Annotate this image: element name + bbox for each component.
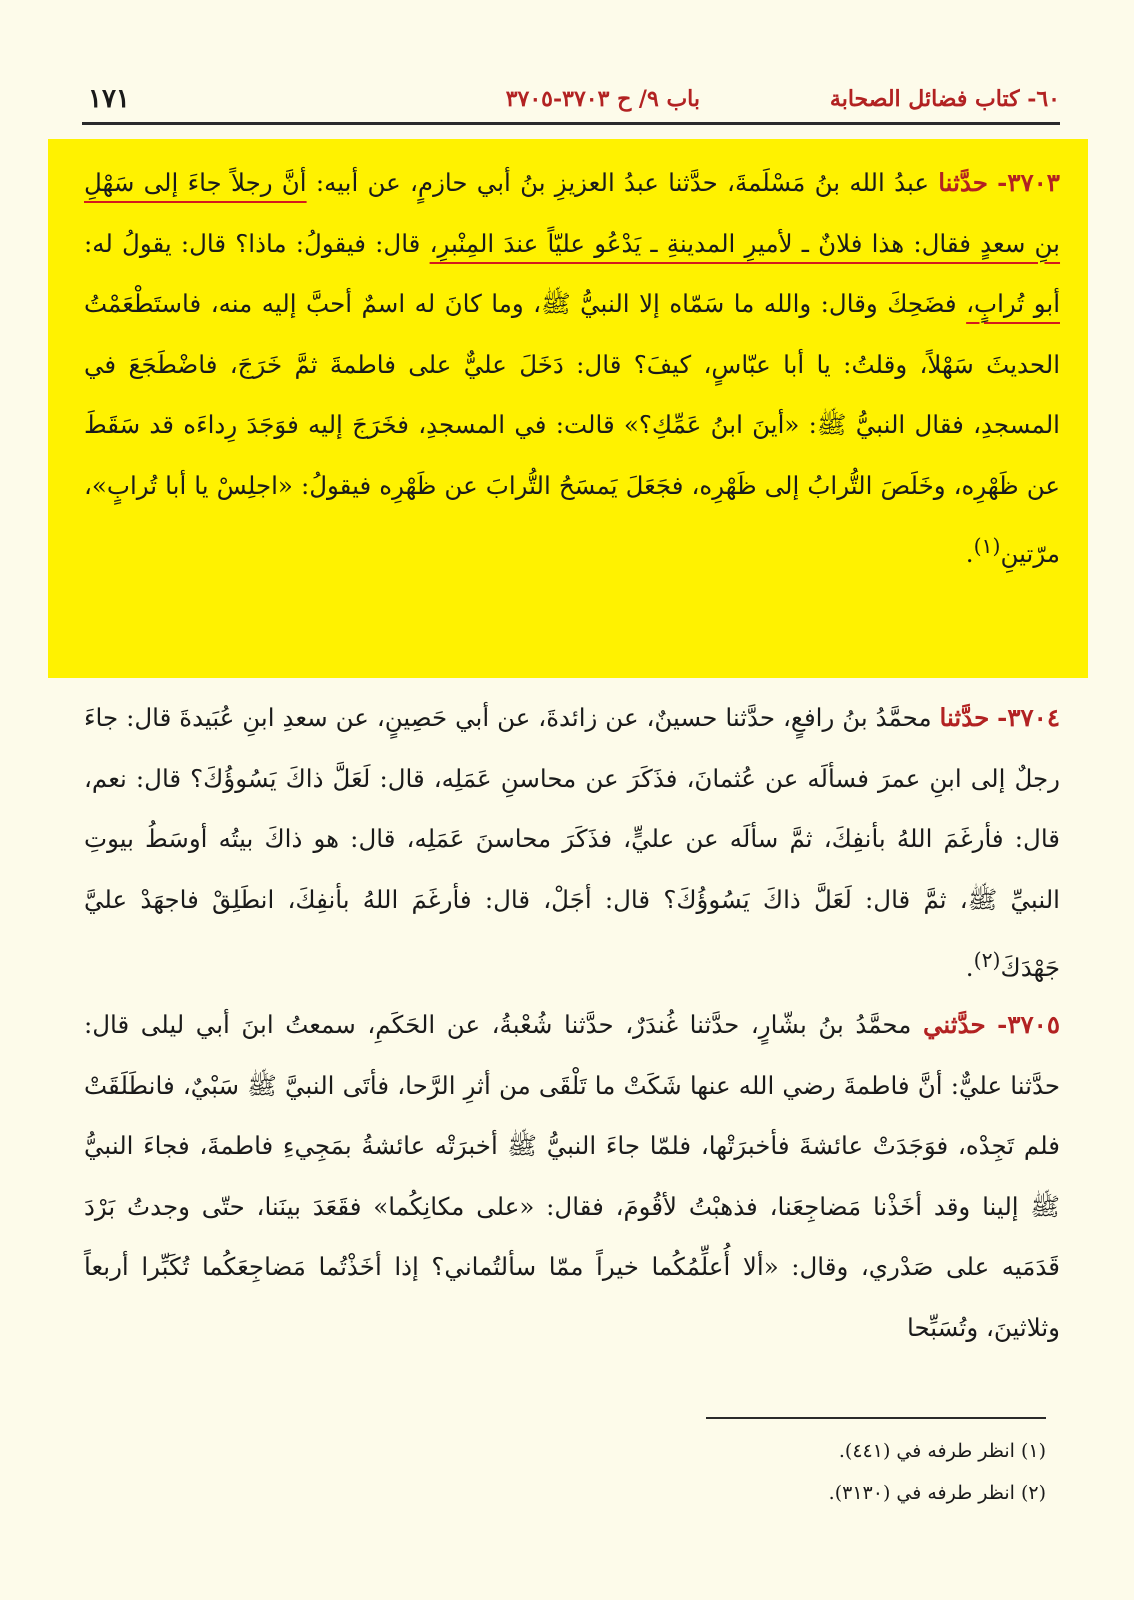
hadith-3704	[84, 688, 1060, 999]
footnote-divider	[706, 1417, 1046, 1419]
hadith-text: عبدُ الله بنُ مَسْلَمةَ، حدَّثنا عبدُ العزيزِ بنُ أبي حازمٍ، عن أبيه:	[315, 168, 929, 197]
narration-verb: حدَّثني	[922, 1010, 986, 1039]
hadith-number: ٣٧٠٤-	[997, 703, 1060, 732]
footnotes	[246, 1430, 1046, 1514]
hadith-text: محمَّدُ بنُ بشّارٍ، حدَّثنا غُندَرٌ، حدَّثنا شُعْبةُ، عن الحَكَمِ، سمعتُ ابنَ أبي ليلى قال: حدَّثنا عليٌّ: أنَّ فاطمةَ رضي الله عنها شَكَتْ ما تَلْقَى من أثرِ الرَّحا، فأتَى النبيَّ ﷺ سَبْيٌ، فانطَلَقَتْ فلم تَجِدْه، فوَجَدَتْ عائشةَ فأخبرَتْها، فلمّا جاءَ النبيُّ ﷺ أخبرَتْه عائشةُ بمَجِيءِ فاطمةَ، فجاءَ النبيُّ ﷺ إلينا وقد أخَذْنا مَضاجِعَنا، فذهبْتُ لأقُومَ، فقال: «على مكانِكُما» فقَعَدَ بينَنا، حتّى وجدتُ بَرْدَ قَدَمَيه على صَدْري، وقال: «ألا أُعلِّمُكُما خيراً ممّا سألتُماني؟ إذا أخَذْتُما مَضاجِعَكُما تُكَبِّرا أربعاً وثلاثينَ، وتُسَبِّحا	[84, 1010, 1060, 1342]
chapter-reference: باب ٩/ ح ٣٧٠٣-٣٧٠٥	[505, 86, 700, 112]
hadith-3703	[84, 153, 1060, 585]
hadith-paragraph	[84, 688, 1060, 999]
sentence-end: .	[965, 539, 974, 569]
footnote: (٢) انظر طرفه في (٣١٣٠).	[828, 1482, 1046, 1504]
page-number: ١٧١	[88, 84, 130, 114]
hadith-text: فضَحِكَ وقال: والله ما سَمّاه إلا النبيُّ ﷺ، وما كانَ له اسمٌ أحبَّ إليه منه، فاستَطْعَمْتُ الحديثَ سَهْلاً، وقلتُ: يا أبا عبّاسٍ، كيفَ؟ قال: دَخَلَ عليٌّ على فاطمةَ ثمَّ خَرَجَ، فاضْطَجَعَ في المسجدِ، فقال النبيُّ ﷺ: «أينَ ابنُ عَمِّكِ؟» قالت: في المسجدِ، فخَرَجَ إليه فوَجَدَ رِداءَه قد سَقَطَ عن ظَهْرِه، وخَلَصَ التُّرابُ إلى ظَهْرِه، فجَعَلَ يَمسَحُ التُّرابَ عن ظَهْرِه فيقولُ: «اجلِسْ يا أبا تُرابٍ»، مرّتينِ	[84, 289, 1060, 569]
underlined-text: أبو تُرابٍ،	[966, 289, 1060, 318]
hadith-text: قال: فيقولُ: ماذا؟ قال: يقولُ له:	[84, 228, 421, 258]
narration-verb: حدَّثنا	[939, 703, 990, 732]
page-header	[88, 86, 1060, 120]
footnote-marker: (٢)	[973, 948, 1001, 972]
underlined-text: أنَّ رجلاً جاءَ إلى سَهْلِ بنِ سعدٍ فقال: هذا فلانٌ ـ لأميرِ المدينةِ ـ يَدْعُو عليّاً عندَ المِنْبرِ،	[84, 168, 1061, 258]
hadith-number: ٣٧٠٣-	[997, 168, 1060, 197]
hadith-paragraph	[84, 153, 1060, 585]
book-title: ٦٠- كتاب فضائل الصحابة	[829, 86, 1060, 112]
sentence-end: .	[965, 953, 974, 983]
footnote-marker: (١)	[973, 534, 1001, 558]
hadith-number: ٣٧٠٥-	[997, 1010, 1060, 1039]
hadith-paragraph	[84, 995, 1060, 1358]
narration-verb: حدَّثنا	[938, 168, 988, 197]
footnote: (١) انظر طرفه في (٤٤١).	[838, 1440, 1046, 1462]
header-divider	[82, 122, 1060, 125]
hadith-text: محمَّدُ بنُ رافعٍ، حدَّثنا حسينٌ، عن زائدةَ، عن أبي حَصِينٍ، عن سعدِ ابنِ عُبَيدةَ قال: جاءَ رجلٌ إلى ابنِ عمرَ فسألَه عن عُثمانَ، فذَكَرَ عن محاسنِ عَمَلِه، قال: لَعَلَّ ذاكَ يَسُوؤُكَ؟ قال: نعم، قال: فأرغَمَ اللهُ بأنفِكَ، ثمَّ سألَه عن عليٍّ، فذَكَرَ محاسنَ عَمَلِه، قال: هو ذاكَ بيتُه أوسَطُ بيوتِ النبيِّ ﷺ، ثمَّ قال: لَعَلَّ ذاكَ يَسُوؤُكَ؟ قال: أجَلْ، قال: فأرغَمَ اللهُ بأنفِكَ، انطَلِقْ فاجهَدْ عليَّ جَهْدَكَ	[84, 703, 1060, 983]
hadith-3705	[84, 995, 1060, 1358]
